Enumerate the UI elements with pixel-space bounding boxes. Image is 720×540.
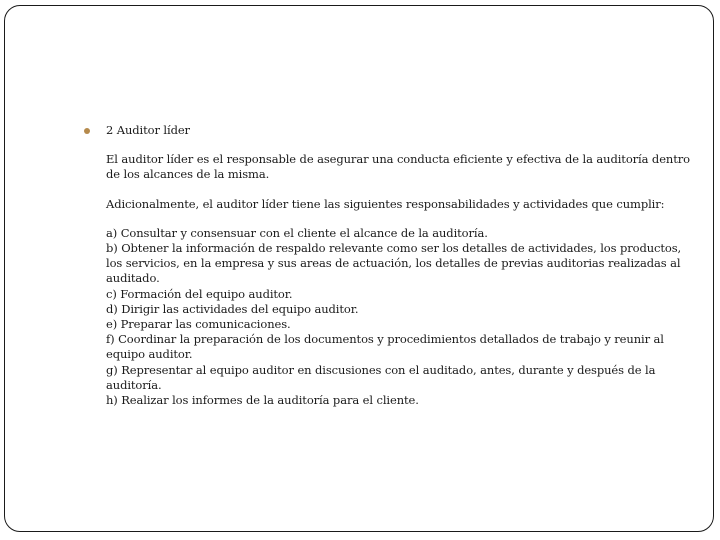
slide-content xyxy=(106,123,696,408)
slide-frame xyxy=(4,5,714,532)
bullet-dot-icon xyxy=(84,128,90,134)
list-item: a) Consultar y consensuar con el cliente el alcance de la auditoría. xyxy=(106,225,488,240)
section-heading: 2 Auditor líder xyxy=(106,123,190,137)
responsibilities-intro: Adicionalmente, el auditor líder tiene las siguientes responsabilidades y actividades que cumplir: xyxy=(106,196,665,211)
intro-paragraph: El auditor líder es el responsable de asegurar una conducta eficiente y efectiva de la auditoría dentro de los alcances de la misma. xyxy=(106,152,690,182)
list-item: h) Realizar los informes de la auditoría para el cliente. xyxy=(106,393,419,408)
list-item: f) Coordinar la preparación de los documentos y procedimientos detallados de trabajo y reunir al equipo auditor. xyxy=(106,332,664,362)
list-item: d) Dirigir las actividades del equipo auditor. xyxy=(106,301,359,316)
list-item: e) Preparar las comunicaciones. xyxy=(106,317,291,332)
bullet-heading-row xyxy=(106,123,696,138)
list-item: b) Obtener la información de respaldo relevante como ser los detalles de actividades, los productos, los servicios, en la empresa y sus areas de actuación, los detalles de previas auditorias realizadas al auditado. xyxy=(106,241,682,286)
list-item: c) Formación del equipo auditor. xyxy=(106,286,293,301)
list-item: g) Representar al equipo auditor en discusiones con el auditado, antes, durante y después de la auditoría. xyxy=(106,362,656,392)
responsibilities-list xyxy=(106,226,696,408)
